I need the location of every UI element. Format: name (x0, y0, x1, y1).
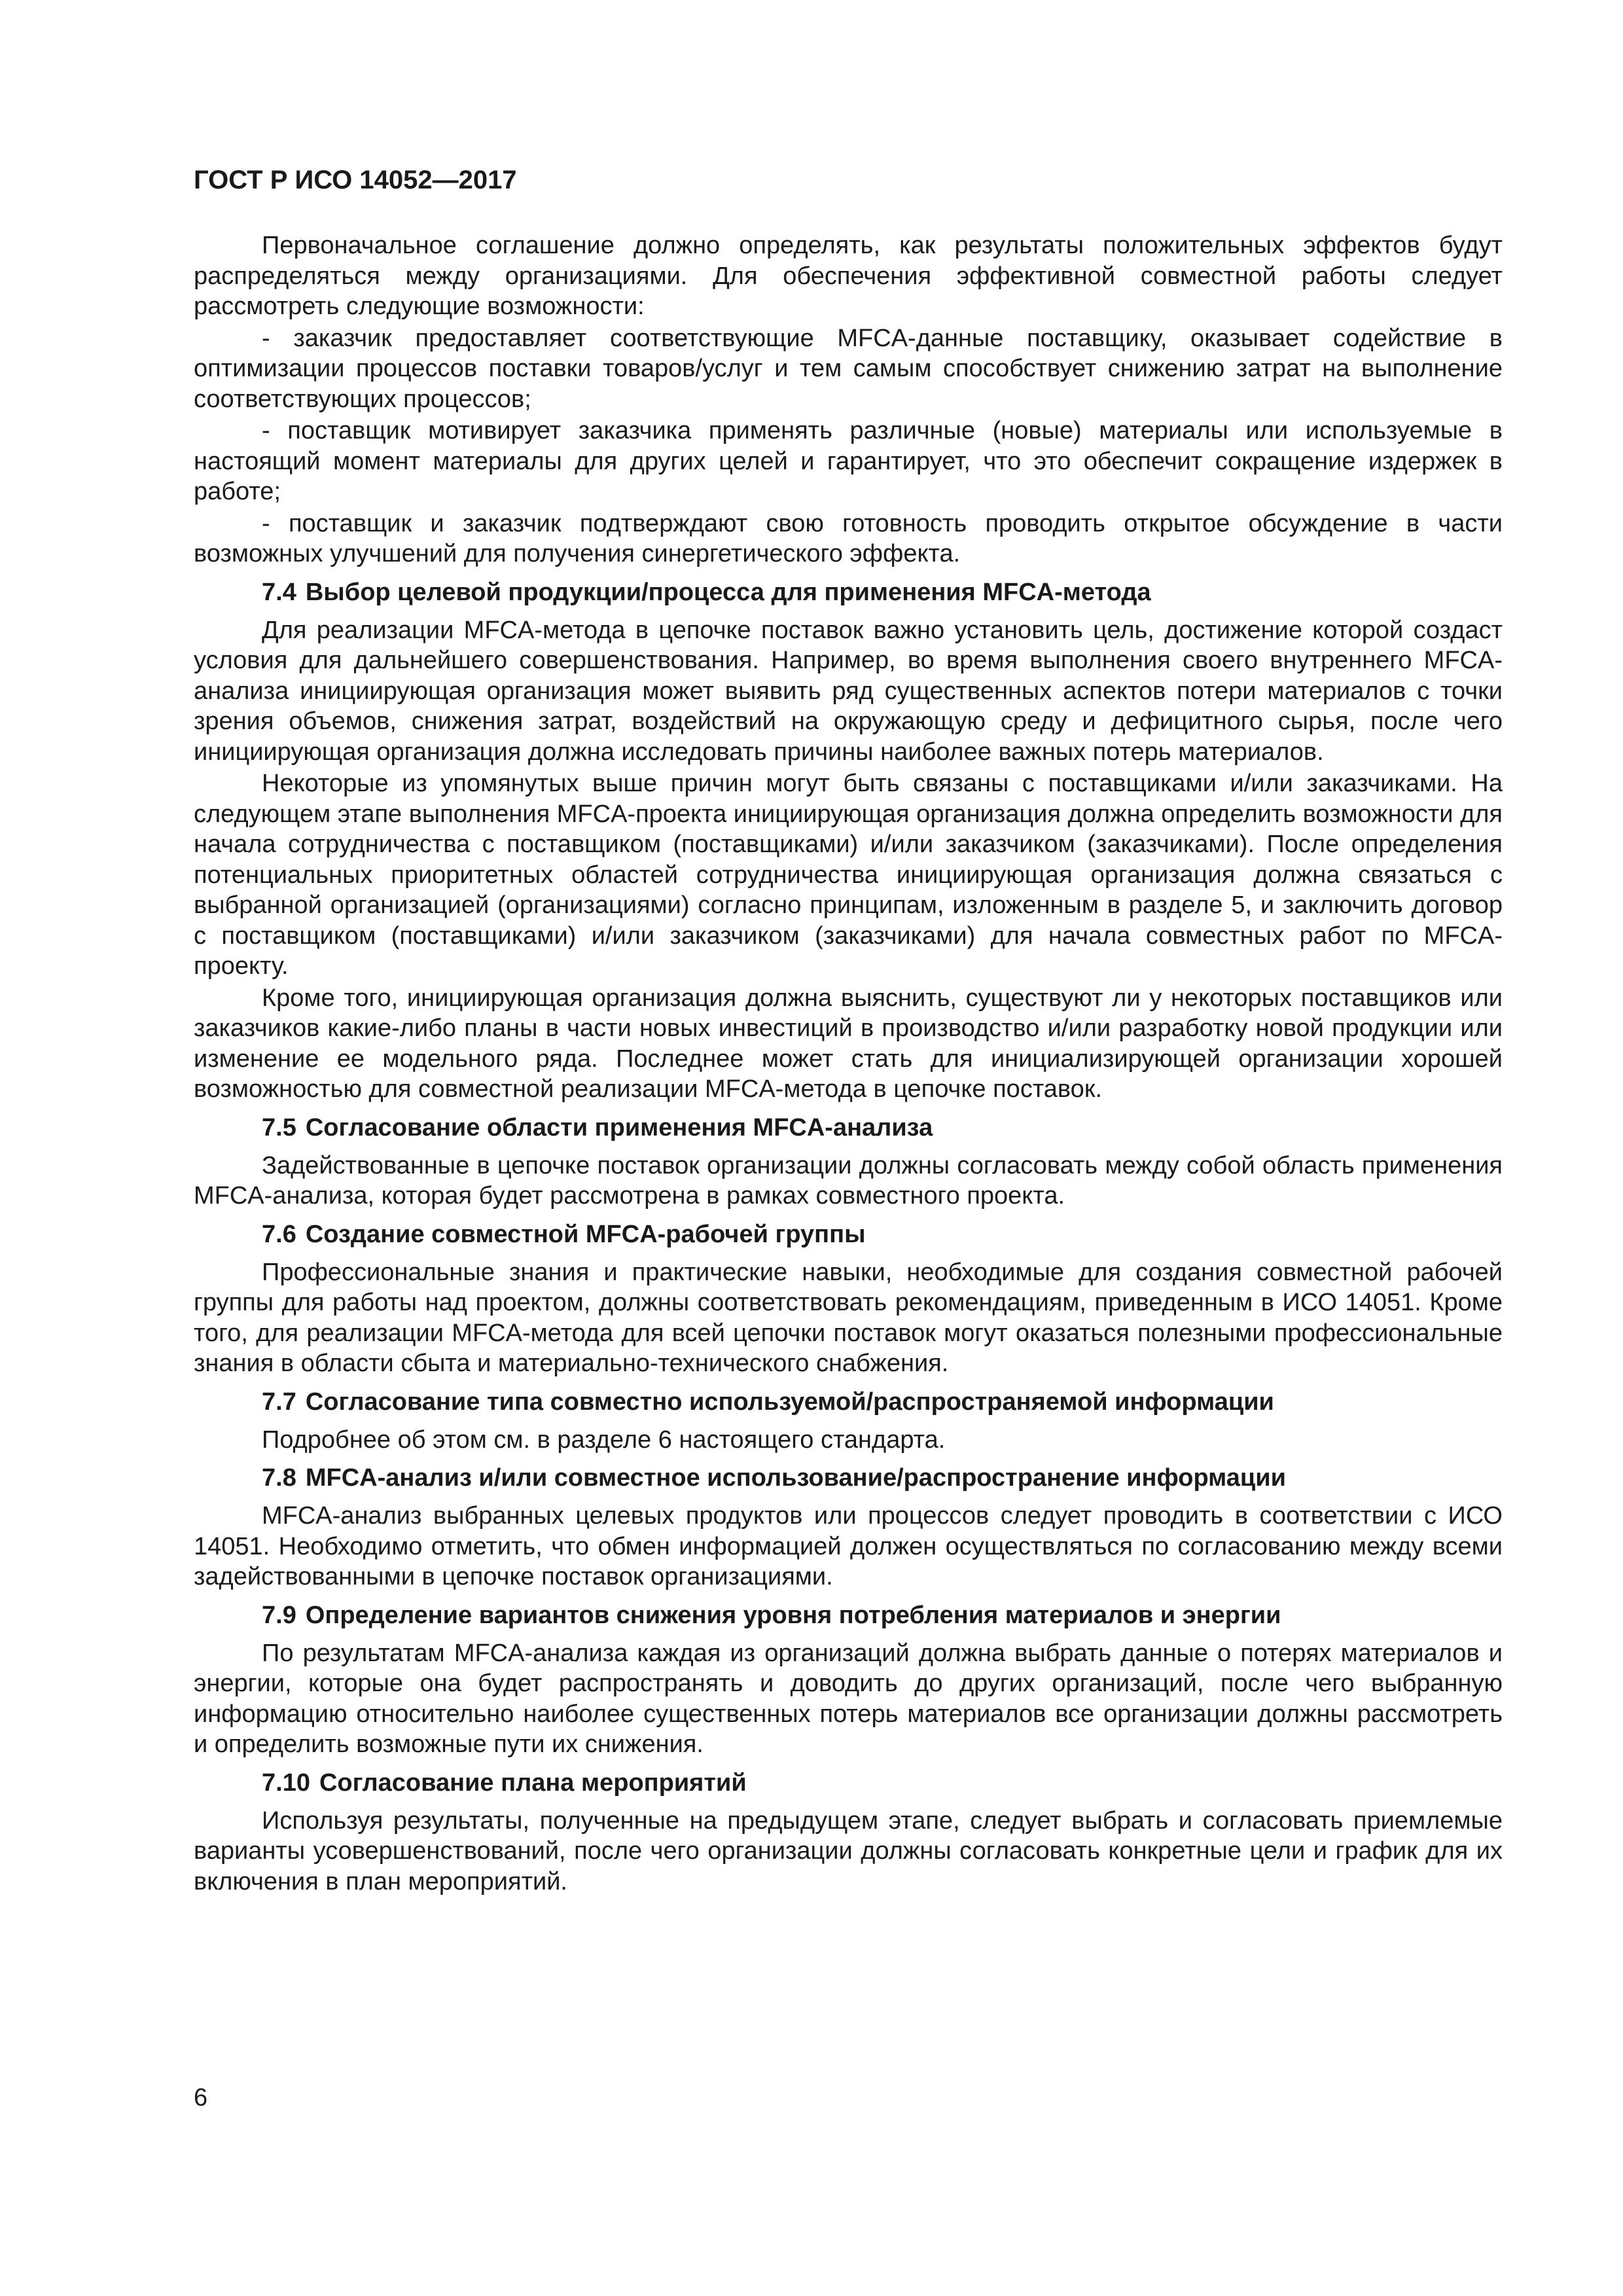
paragraph: - поставщик мотивирует заказчика применять различные (новые) материалы или используемые в настоящий момент материалы для других целей и гарантирует, что это обеспечит сокращение издержек в работе; (194, 417, 1503, 505)
paragraph: Задействованные в цепочке поставок организации должны согласовать между собой область применения MFCA-анализа, которая будет рассмотрена в рамках совместного проекта. (194, 1151, 1503, 1210)
paragraph: - заказчик предоставляет соответствующие MFCA-данные поставщику, оказывает содействие в оптимизации процессов поставки товаров/услуг и тем самым способствует снижению затрат на выполнение соответствующих процессов; (194, 324, 1503, 413)
section-heading (194, 1463, 1503, 1493)
section-title: Выбор целевой продукции/процесса для применения MFCA-метода (305, 578, 1151, 606)
paragraph: Используя результаты, полученные на предыдущем этапе, следует выбрать и согласовать приемлемые варианты усовершенствований, после чего организации должны согласовать конкретные цели и график для их включения в план мероприятий. (194, 1806, 1503, 1895)
paragraph: Первоначальное соглашение должно определять, как результаты положительных эффектов будут распределяться между организациями. Для обеспечения эффективной совместной работы следует рассмотреть следующие возможности: (194, 232, 1503, 320)
section-title: Определение вариантов снижения уровня потребления материалов и энергии (305, 1601, 1281, 1629)
section-number: 7.5 (262, 1113, 296, 1141)
document-page (194, 164, 1503, 1898)
paragraph: Кроме того, инициирующая организация должна выяснить, существуют ли у некоторых поставщиков или заказчиков какие-либо планы в части новых инвестиций в производство и/или разработку новой продукции или изменение ее модельного ряда. Последнее может стать для инициализирующей организации хорошей возможностью для совместной реализации MFCA-метода в цепочке поставок. (194, 984, 1503, 1103)
paragraph: Для реализации MFCA-метода в цепочке поставок важно установить цель, достижение которой создаст условия для дальнейшего совершенствования. Например, во время выполнения своего внутреннего MFCA-анализа инициирующая организация может выявить ряд существенных аспектов потери материалов с точки зрения объемов, снижения затрат, воздействий на окружающую среду и дефицитного сырья, после чего инициирующая организация должна исследовать причины наиболее важных потерь материалов. (194, 616, 1503, 766)
section-heading (194, 577, 1503, 607)
section-number: 7.8 (262, 1464, 296, 1492)
section-number: 7.7 (262, 1388, 296, 1416)
document-body (194, 230, 1503, 1897)
section-heading (194, 1113, 1503, 1143)
section-heading (194, 1768, 1503, 1798)
section-number: 7.4 (262, 578, 296, 606)
section-title: Согласование области применения MFCA-анализа (305, 1113, 933, 1141)
paragraph: По результатам MFCA-анализа каждая из организаций должна выбрать данные о потерях материалов и энергии, которые она будет распространять и доводить до других организаций, после чего выбранную информацию относительно наиболее существенных потерь материалов все организации должны рассмотреть и определить возможные пути их снижения. (194, 1639, 1503, 1758)
paragraph: Профессиональные знания и практические навыки, необходимые для создания совместной рабочей группы для работы над проектом, должны соответствовать рекомендациям, приведенным в ИСО 14051. Кроме того, для реализации MFCA-метода для всей цепочки поставок могут оказаться полезными профессиональные знания в области сбыта и материально-технического снабжения. (194, 1258, 1503, 1377)
section-title: MFCA-анализ и/или совместное использование/распространение информации (305, 1464, 1286, 1492)
section-title: Согласование типа совместно используемой/распространяемой информации (305, 1388, 1274, 1416)
section-heading (194, 1600, 1503, 1630)
section-number: 7.10 (262, 1768, 310, 1797)
paragraph: MFCA-анализ выбранных целевых продуктов или процессов следует проводить в соответствии с ИСО 14051. Необходимо отметить, что обмен информацией должен осуществляться по согласованию между всеми задействованными в цепочке поставок организациями. (194, 1502, 1503, 1590)
page-number: 6 (194, 2084, 208, 2111)
section-number: 7.9 (262, 1601, 296, 1629)
document-header: ГОСТ Р ИСО 14052—2017 (194, 166, 517, 194)
paragraph: Некоторые из упомянутых выше причин могут быть связаны с поставщиками и/или заказчиками. На следующем этапе выполнения MFCA-проекта инициирующая организация должна определить возможности для начала сотрудничества с поставщиком (поставщиками) и/или заказчиком (заказчиками). После определения потенциальных приоритетных областей сотрудничества инициирующая организация должна связаться с выбранной организацией (организациями) согласно принципам, изложенным в разделе 5, и заключить договор с поставщиком (поставщиками) и/или заказчиком (заказчиками) для начала совместных работ по MFCA-проекту. (194, 770, 1503, 980)
section-title: Согласование плана мероприятий (319, 1768, 747, 1797)
section-heading (194, 1219, 1503, 1249)
section-heading (194, 1387, 1503, 1417)
section-title: Создание совместной MFCA-рабочей группы (305, 1220, 866, 1248)
paragraph: Подробнее об этом см. в разделе 6 настоящего стандарта. (262, 1426, 946, 1454)
section-number: 7.6 (262, 1220, 296, 1248)
paragraph: - поставщик и заказчик подтверждают свою готовность проводить открытое обсуждение в части возможных улучшений для получения синергетического эффекта. (194, 509, 1503, 567)
